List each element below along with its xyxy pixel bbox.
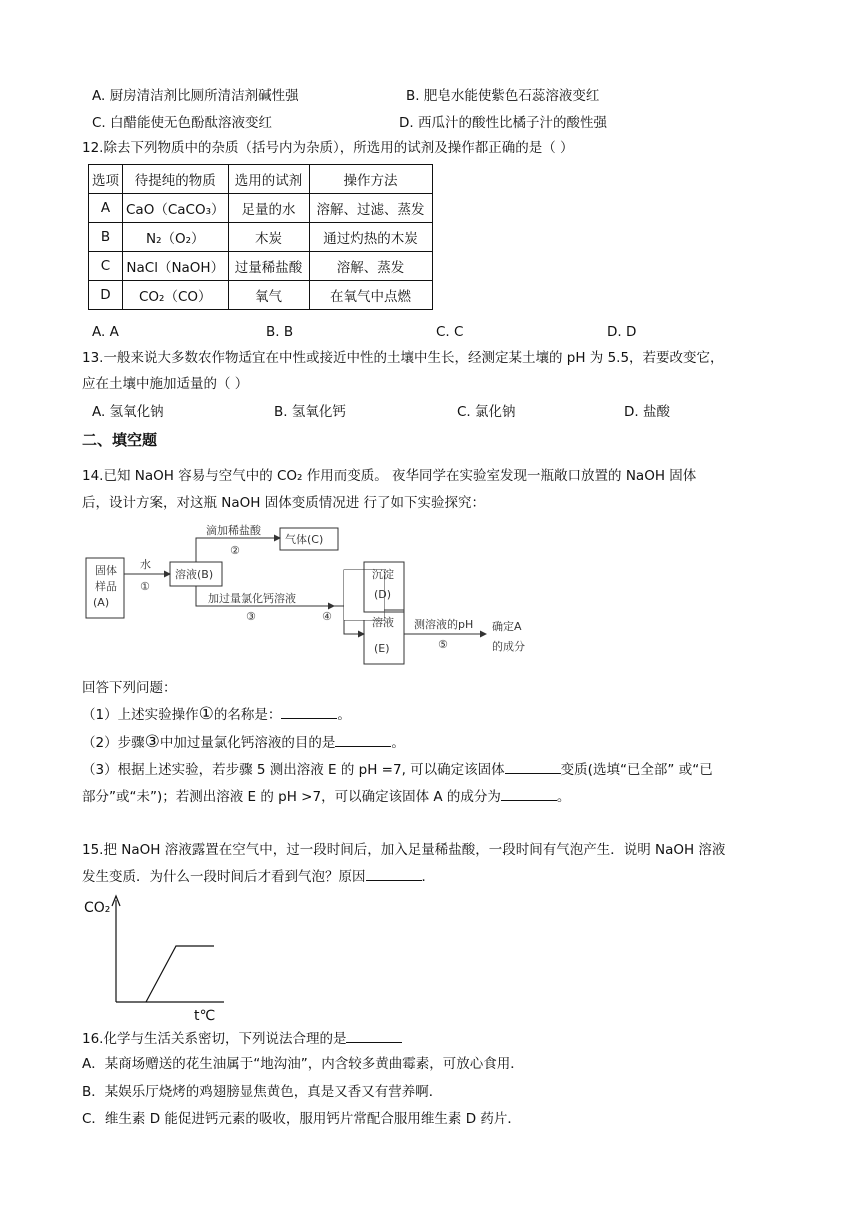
- q11-option-b: B. 肥皂水能使紫色石蕊溶液变红: [406, 88, 600, 104]
- solution-e-label: 溶液: [372, 616, 394, 629]
- result-label: 的成分: [492, 640, 525, 653]
- q16-option-c: C．维生素 D 能促进钙元素的吸收，服用钙片常配合服用维生素 D 药片．: [82, 1111, 521, 1127]
- step-4-label: ④: [322, 610, 332, 623]
- q12-option-a: A. A: [92, 324, 119, 340]
- q14-flow-diagram: [82, 522, 542, 672]
- table-cell: A: [89, 194, 123, 223]
- q14-sub3-line2: [82, 786, 570, 807]
- precip-label: 沉淀: [372, 568, 394, 581]
- q14-sub3-text: 变质(选填“已全部” 或“已: [560, 762, 713, 778]
- q14-answer-intro: 回答下列问题：: [82, 680, 177, 696]
- answer-blank[interactable]: [346, 1028, 402, 1043]
- q14-sub3-text: （3）根据上述实验，若步骤 5 测出溶液 E 的 pH =7, 可以确定该固体: [82, 762, 505, 778]
- q14-sub2-text: 中加过量氯化钙溶液的目的是: [159, 735, 336, 751]
- q16-option-b: B．某娱乐厅烧烤的鸡翅膀显焦黄色，真是又香又有营养啊．: [82, 1084, 443, 1100]
- table-cell: NaCl（NaOH）: [123, 252, 229, 281]
- q15-line2: [82, 866, 435, 887]
- q14-sub1-text: 的名称是：: [213, 707, 282, 723]
- table-cell: C: [89, 252, 123, 281]
- table-cell: 足量的水: [228, 194, 309, 223]
- q13-line1: 13.一般来说大多数农作物适宜在中性或接近中性的土壤中生长，经测定某土壤的 pH 为 5.5，若要改变它，: [82, 350, 724, 366]
- table-cell: 过量稀盐酸: [228, 252, 309, 281]
- q14-sub2-end: 。: [391, 735, 405, 751]
- step-3-label: ③: [246, 610, 256, 623]
- q14-line2: 后，设计方案，对这瓶 NaOH 固体变质情况进 行了如下实验探究：: [82, 495, 486, 511]
- table-cell: N₂（O₂）: [123, 223, 229, 252]
- step-2-label: ②: [230, 544, 240, 557]
- water-label: 水: [140, 558, 151, 571]
- q14-sub2: [82, 732, 405, 753]
- q13-option-a: A. 氢氧化钠: [92, 404, 164, 420]
- x-axis-label: t℃: [194, 1008, 216, 1024]
- measure-ph-label: 测溶液的pH: [414, 618, 474, 631]
- table-header: 选项: [89, 165, 123, 194]
- precip-label: (D): [374, 588, 392, 601]
- q15-end: ．: [421, 869, 435, 885]
- table-cell: 在氧气中点燃: [309, 281, 432, 310]
- q15-line1: 15.把 NaOH 溶液露置在空气中，过一段时间后，加入足量稀盐酸，一段时间有气泡产生．说明 NaOH 溶液: [82, 842, 726, 858]
- answer-blank[interactable]: [501, 786, 557, 801]
- q13-option-c: C. 氯化钠: [457, 404, 516, 420]
- q12-stem: 12.除去下列物质中的杂质（括号内为杂质），所选用的试剂及操作都正确的是（ ）: [82, 140, 574, 156]
- q12-table: [88, 164, 433, 310]
- step-5-label: ⑤: [438, 638, 448, 651]
- table-cell: 溶解、过滤、蒸发: [309, 194, 432, 223]
- table-cell: 木炭: [228, 223, 309, 252]
- table-header: 待提纯的物质: [123, 165, 229, 194]
- gas-c-label: 气体(C): [285, 533, 324, 546]
- q16-option-a: A．某商场赠送的花生油属于“地沟油”，内含较多黄曲霉素，可放心食用．: [82, 1056, 524, 1072]
- q12-option-d: D. D: [607, 324, 637, 340]
- q14-sub3-end: 。: [556, 789, 571, 805]
- q14-sub3-text: 部分”或“未”)；若测出溶液 E 的 pH >7，可以确定该固体 A 的成分为: [82, 789, 501, 805]
- q14-sub1: [82, 704, 351, 725]
- result-label: 确定A: [492, 620, 522, 633]
- q16-text: 16.化学与生活关系密切，下列说法合理的是: [82, 1031, 347, 1047]
- section-title: 二、填空题: [82, 431, 158, 449]
- answer-blank[interactable]: [366, 866, 422, 881]
- table-cell: 通过灼热的木炭: [309, 223, 432, 252]
- step-1-label: ①: [140, 580, 150, 593]
- q11-option-c: C. 白醋能使无色酚酞溶液变红: [92, 115, 273, 131]
- q14-sub3-line1: [82, 759, 713, 780]
- answer-blank[interactable]: [281, 704, 337, 719]
- table-cell: 氧气: [228, 281, 309, 310]
- circled-number: ③: [144, 732, 160, 752]
- sample-label: 固体: [95, 564, 117, 577]
- q11-option-a: A. 厨房清洁剂比厕所清洁剂碱性强: [92, 88, 299, 104]
- q11-option-d: D. 西瓜汁的酸性比橘子汁的酸性强: [399, 115, 607, 131]
- table-cell: CaO（CaCO₃）: [123, 194, 229, 223]
- q13-option-b: B. 氢氧化钙: [274, 404, 346, 420]
- y-axis-label: CO₂: [84, 900, 111, 916]
- table-header-row: [89, 165, 433, 194]
- table-cell: B: [89, 223, 123, 252]
- circled-number: ①: [198, 704, 214, 724]
- q16-stem: [82, 1028, 402, 1049]
- q13-line2: 应在土壤中施加适量的（ ）: [82, 376, 249, 392]
- table-row: [89, 281, 433, 310]
- sample-label: (A): [93, 596, 110, 609]
- table-cell: 溶解、蒸发: [309, 252, 432, 281]
- table-row: [89, 252, 433, 281]
- table-row: [89, 194, 433, 223]
- table-cell: CO₂（CO）: [123, 281, 229, 310]
- sample-label: 样品: [95, 580, 117, 593]
- table-cell: D: [89, 281, 123, 310]
- solution-b-label: 溶液(B): [175, 568, 214, 581]
- q14-line1: 14.已知 NaOH 容易与空气中的 CO₂ 作用而变质。 夜华同学在实验室发现一瓶敞口放置的 NaOH 固体: [82, 468, 697, 484]
- table-row: [89, 223, 433, 252]
- answer-blank[interactable]: [505, 759, 561, 774]
- q15-graph: [82, 892, 232, 1024]
- add-cacl2-label: 加过量氯化钙溶液: [208, 592, 296, 605]
- co2-curve: [146, 946, 214, 1002]
- q13-option-d: D. 盐酸: [624, 404, 670, 420]
- q12-option-b: B. B: [266, 324, 294, 340]
- q14-sub2-text: （2）步骤: [82, 735, 145, 751]
- q12-option-c: C. C: [436, 324, 464, 340]
- q14-sub1-end: 。: [337, 707, 351, 723]
- solution-e-label: (E): [374, 642, 390, 655]
- q14-sub1-text: （1）上述实验操作: [82, 707, 199, 723]
- table-header: 选用的试剂: [228, 165, 309, 194]
- add-hcl-label: 滴加稀盐酸: [206, 524, 261, 537]
- answer-blank[interactable]: [335, 732, 391, 747]
- table-header: 操作方法: [309, 165, 432, 194]
- q15-text: 发生变质．为什么一段时间后才看到气泡？原因: [82, 869, 366, 885]
